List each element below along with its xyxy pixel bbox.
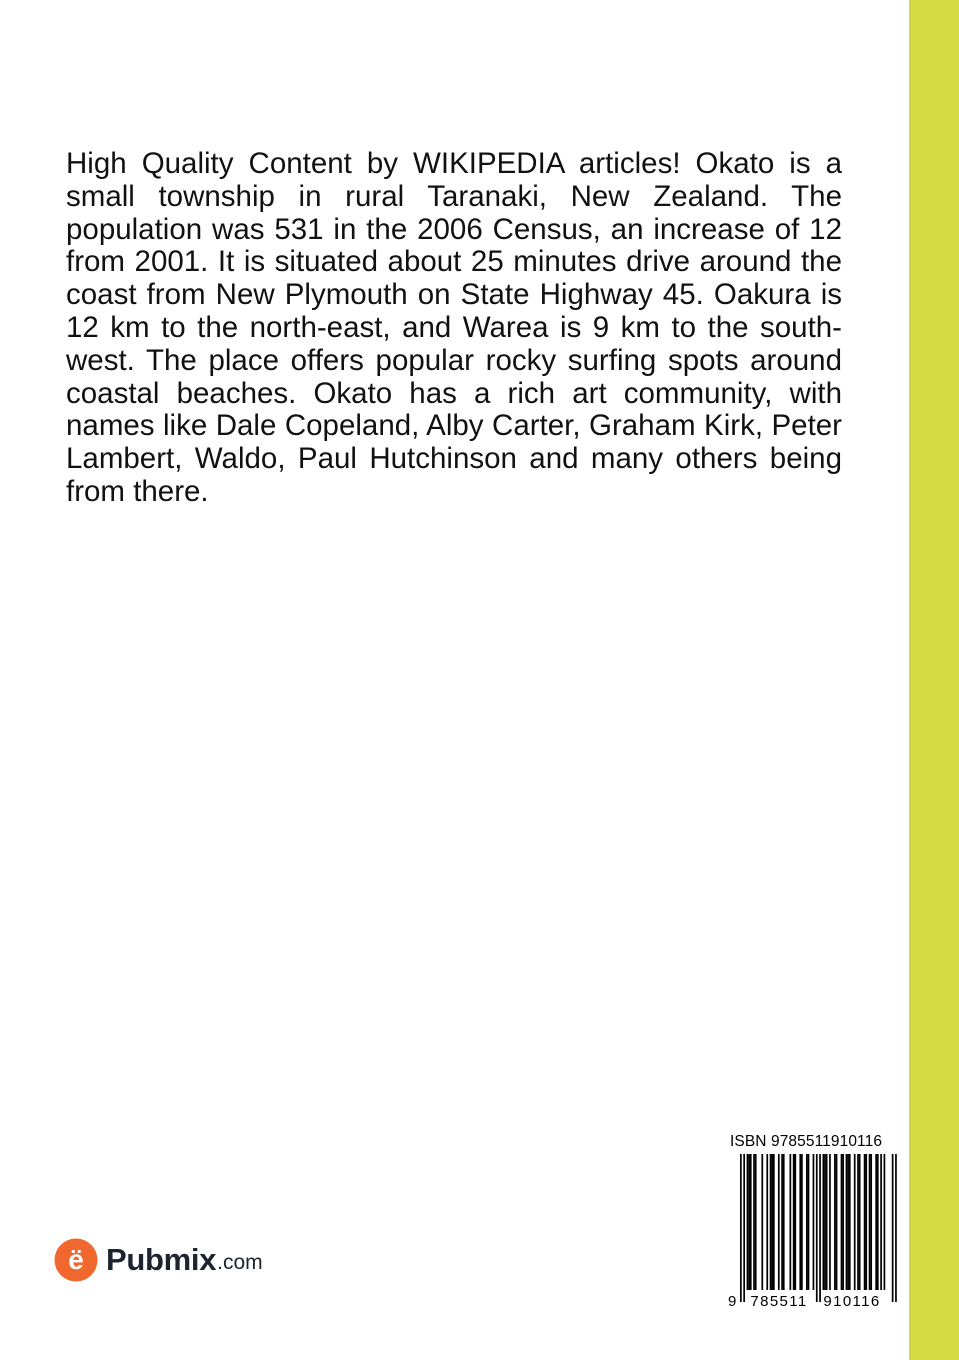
barcode-bar [808,1154,810,1290]
barcode-bar [865,1154,867,1290]
barcode-bar [793,1154,795,1290]
barcode-bar [794,1154,796,1290]
barcode-guard-bar [819,1154,821,1302]
barcode-bar [747,1154,749,1290]
barcode-bar [790,1154,792,1290]
barcode-bar [847,1154,849,1290]
barcode-bar [826,1154,828,1290]
publisher-domain: .com [217,1251,263,1274]
barcode-bar [842,1154,844,1290]
barcode-bar [813,1154,815,1290]
barcode-bar [778,1154,780,1290]
isbn-label: ISBN 9785511910116 [730,1133,883,1150]
barcode-bar [806,1154,808,1290]
barcode-bar [783,1154,785,1290]
barcode-bar [761,1154,763,1290]
barcode-bar [841,1154,843,1290]
barcode-guard-bar [895,1154,897,1302]
barcode-bar [849,1154,851,1290]
isbn-barcode [728,1133,898,1309]
pubmix-logo-icon [53,1237,99,1283]
barcode-bar [755,1154,757,1290]
barcode-guard-bar [892,1154,894,1302]
barcode-digit-prefix: 9 [728,1293,737,1309]
barcode-digits-right: 910116 [823,1293,881,1309]
cover-description: High Quality Content by WIKIPEDIA articles! Okato is a small township in rural Taranaki, New Zealand. The population was 531 in the 2006 Census, an increase of 12 from 2001. It is situated about 25 minutes drive around the coast from New Plymouth on State Highway 45. Oakura is 12 km to the north-east, and Warea is 9 km to the south-west. The place offers popular rocky surfing spots around coastal beaches. Okato has a rich art community, with names like Dale Copeland, Alby Carter, Graham Kirk, Peter Lambert, Waldo, Paul Hutchinson and many others being from there. [66,147,842,508]
spine-color-strip [909,0,959,1360]
barcode-bar [748,1154,750,1290]
barcode-bar [834,1154,836,1290]
logo-badge-glyph: ë [68,1244,84,1275]
barcode-bar [823,1154,825,1290]
barcode-image [728,1154,898,1309]
barcode-bar [781,1154,783,1290]
barcode-guard-bar [743,1154,745,1302]
publisher-name: Pubmix [106,1242,217,1277]
barcode-bar [884,1154,886,1290]
publisher-logo [53,1237,263,1283]
barcode-bar [864,1154,866,1290]
barcode-bar [870,1154,872,1290]
barcode-bar [750,1154,752,1290]
barcode-bar [857,1154,859,1290]
barcode-bar [801,1154,803,1290]
barcode-guard-bar [816,1154,818,1302]
barcode-bar [766,1154,768,1290]
barcode-bar [877,1154,879,1290]
barcode-digits-left: 785511 [750,1293,808,1309]
barcode-guard-bar [740,1154,742,1302]
barcode-bar [829,1154,831,1290]
barcode-bar [854,1154,856,1290]
barcode-bar [753,1154,755,1290]
barcode-bar [836,1154,838,1290]
barcode-bar [771,1154,773,1290]
barcode-bar [824,1154,826,1290]
barcode-bar [880,1154,882,1290]
barcode-bar [859,1154,861,1290]
barcode-bar [770,1154,772,1290]
barcode-bar [875,1154,877,1290]
barcode-bar [773,1154,775,1290]
barcode-bar [846,1154,848,1290]
barcode-bar [799,1154,801,1290]
barcode-bar [869,1154,871,1290]
